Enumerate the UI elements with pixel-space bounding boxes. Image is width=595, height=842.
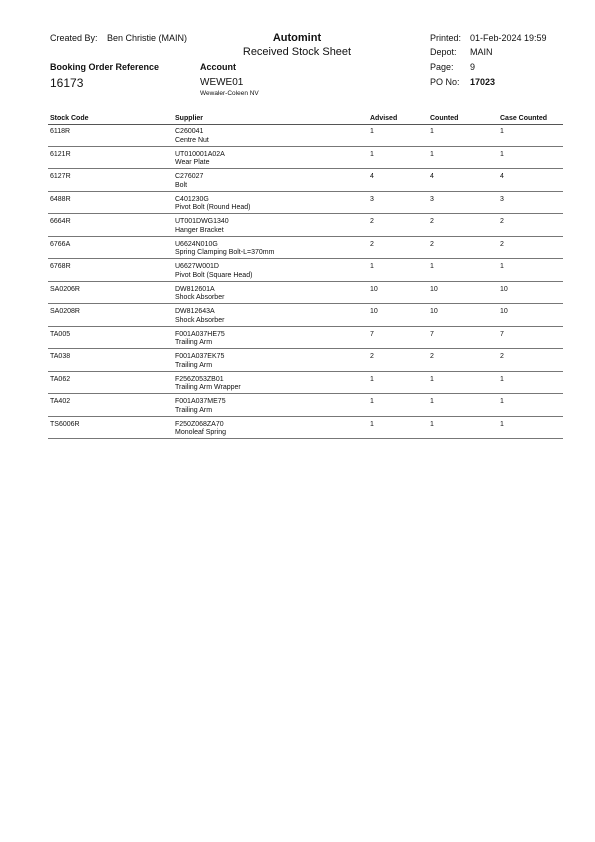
supplier-cell: [175, 196, 250, 213]
case-counted-cell: 2: [500, 240, 504, 248]
table-row: [0, 327, 595, 350]
account-code: WEWE01: [200, 77, 244, 88]
company-name: Automint: [272, 32, 322, 44]
counted-cell: 1: [430, 398, 434, 405]
stock-code-cell: TA038: [50, 353, 71, 360]
counted-cell: 2: [430, 353, 434, 360]
supplier-cell: [175, 218, 229, 235]
counted-cell: 3: [430, 195, 434, 203]
column-header-supplier: Supplier: [175, 115, 204, 122]
supplier-cell: [175, 128, 209, 145]
account-label: Account: [200, 62, 236, 72]
table-row: [0, 169, 595, 192]
supplier-cell: [175, 353, 224, 370]
case-counted-cell: 10: [500, 285, 508, 293]
supplier-part-number: F256Z053ZB01: [175, 375, 224, 383]
advised-cell: 7: [370, 330, 374, 338]
table-row: [0, 192, 595, 215]
advised-cell: 2: [370, 218, 374, 225]
supplier-description: Spring Clamping Bolt-L=370mm: [175, 249, 275, 256]
supplier-part-number: U6624N010G: [175, 240, 218, 248]
supplier-description: Trailing Arm: [175, 361, 213, 369]
stock-code-cell: SA0208R: [50, 308, 80, 315]
advised-cell: 1: [370, 128, 374, 135]
table-row: [0, 304, 595, 327]
advised-cell: 1: [370, 420, 374, 428]
stock-code-cell: 6488R: [50, 195, 71, 203]
supplier-part-number: C260041: [175, 128, 204, 135]
case-counted-cell: 10: [500, 308, 508, 315]
case-counted-cell: 2: [500, 218, 504, 225]
counted-cell: 7: [430, 330, 434, 338]
table-row: [0, 124, 595, 147]
supplier-cell: [175, 241, 274, 258]
booking-reference-label: Booking Order Reference: [50, 62, 160, 72]
table-row: [0, 349, 595, 372]
supplier-part-number: C401230G: [175, 195, 209, 203]
supplier-part-number: DW812601A: [175, 285, 215, 293]
stock-code-cell: TA402: [50, 398, 71, 405]
case-counted-cell: 1: [500, 398, 504, 405]
supplier-part-number: F250Z068ZA70: [175, 420, 224, 428]
supplier-cell: [175, 376, 241, 393]
page-number: 9: [470, 62, 476, 72]
counted-cell: 1: [430, 128, 434, 135]
counted-cell: 1: [430, 150, 434, 158]
supplier-cell: [175, 173, 203, 190]
page-label: Page:: [430, 62, 454, 72]
supplier-cell: [175, 263, 252, 280]
stock-code-cell: 6768R: [50, 263, 71, 270]
stock-code-cell: TS6006R: [50, 420, 80, 428]
case-counted-cell: 1: [500, 263, 504, 270]
supplier-description: Bolt: [175, 181, 188, 189]
supplier-description: Wear Plate: [175, 159, 210, 166]
column-header-case-counted: Case Counted: [500, 115, 548, 122]
advised-cell: 1: [370, 263, 374, 270]
supplier-description: Hanger Bracket: [175, 226, 224, 234]
table-row: [0, 417, 595, 440]
stock-code-cell: 6766A: [50, 240, 71, 248]
supplier-part-number: UT010001A02A: [175, 150, 225, 158]
stock-code-cell: TA062: [50, 375, 71, 383]
supplier-part-number: C276027: [175, 173, 204, 180]
case-counted-cell: 1: [500, 128, 504, 135]
stock-code-cell: TA005: [50, 330, 71, 338]
counted-cell: 2: [430, 218, 434, 225]
case-counted-cell: 2: [500, 353, 504, 360]
counted-cell: 10: [430, 285, 438, 293]
created-by-label: Created By:: [50, 33, 98, 43]
advised-cell: 3: [370, 195, 374, 203]
supplier-cell: [175, 331, 225, 348]
stock-code-cell: 6121R: [50, 150, 71, 158]
column-header-counted: Counted: [430, 115, 459, 122]
counted-cell: 1: [430, 420, 434, 428]
created-by-value: Ben Christie (MAIN): [107, 33, 188, 43]
table-row: [0, 282, 595, 305]
advised-cell: 1: [370, 150, 374, 158]
supplier-part-number: F001A037HE75: [175, 330, 225, 338]
printed-value: 01-Feb-2024 19:59: [470, 33, 547, 43]
stock-code-cell: 6118R: [50, 128, 71, 135]
stock-code-cell: SA0206R: [50, 285, 80, 293]
table-row: [0, 214, 595, 237]
supplier-description: Centre Nut: [175, 136, 209, 144]
case-counted-cell: 3: [500, 195, 504, 203]
supplier-description: Trailing Arm: [175, 406, 213, 414]
supplier-part-number: U6627W001D: [175, 263, 219, 270]
case-counted-cell: 1: [500, 375, 504, 383]
table-row: [0, 237, 595, 260]
advised-cell: 2: [370, 353, 374, 360]
supplier-part-number: UT001DWG1340: [175, 218, 229, 225]
supplier-description: Trailing Arm: [175, 339, 213, 346]
column-header-stock-code: Stock Code: [50, 115, 89, 122]
supplier-cell: [175, 398, 226, 415]
supplier-description: Pivot Bolt (Square Head): [175, 271, 253, 279]
po-label: PO No:: [430, 77, 460, 87]
supplier-cell: [175, 308, 224, 325]
report-title: Received Stock Sheet: [242, 46, 352, 58]
advised-cell: 1: [370, 398, 374, 405]
booking-reference-value: 16173: [50, 76, 84, 90]
supplier-description: Monoleaf Spring: [175, 429, 226, 436]
stock-code-cell: 6664R: [50, 218, 71, 225]
depot-value: MAIN: [470, 47, 493, 57]
supplier-cell: [175, 421, 226, 438]
row-divider: [48, 438, 563, 439]
po-number: 17023: [470, 77, 496, 87]
table-row: [0, 394, 595, 417]
supplier-part-number: DW812643A: [175, 308, 215, 315]
case-counted-cell: 1: [500, 150, 504, 158]
table-row: [0, 372, 595, 395]
supplier-cell: [175, 286, 224, 303]
counted-cell: 10: [430, 308, 438, 315]
supplier-description: Pivot Bolt (Round Head): [175, 204, 251, 211]
account-name: Wewaler-Coleen NV: [200, 90, 259, 97]
advised-cell: 10: [370, 285, 378, 293]
counted-cell: 1: [430, 263, 434, 270]
counted-cell: 4: [430, 173, 434, 180]
printed-label: Printed:: [430, 33, 462, 43]
counted-cell: 2: [430, 240, 434, 248]
stock-code-cell: 6127R: [50, 173, 71, 180]
supplier-description: Trailing Arm Wrapper: [175, 384, 241, 391]
supplier-cell: [175, 151, 225, 168]
depot-label: Depot:: [430, 47, 457, 57]
supplier-part-number: F001A037ME75: [175, 398, 226, 405]
supplier-part-number: F001A037EK75: [175, 353, 225, 360]
supplier-description: Shock Absorber: [175, 294, 225, 301]
table-row: [0, 259, 595, 282]
advised-cell: 1: [370, 375, 374, 383]
advised-cell: 2: [370, 240, 374, 248]
advised-cell: 4: [370, 173, 374, 180]
counted-cell: 1: [430, 375, 434, 383]
column-header-advised: Advised: [370, 115, 398, 122]
supplier-description: Shock Absorber: [175, 316, 225, 324]
case-counted-cell: 4: [500, 173, 504, 180]
advised-cell: 10: [370, 308, 378, 315]
case-counted-cell: 7: [500, 330, 504, 338]
table-row: [0, 147, 595, 170]
case-counted-cell: 1: [500, 420, 504, 428]
